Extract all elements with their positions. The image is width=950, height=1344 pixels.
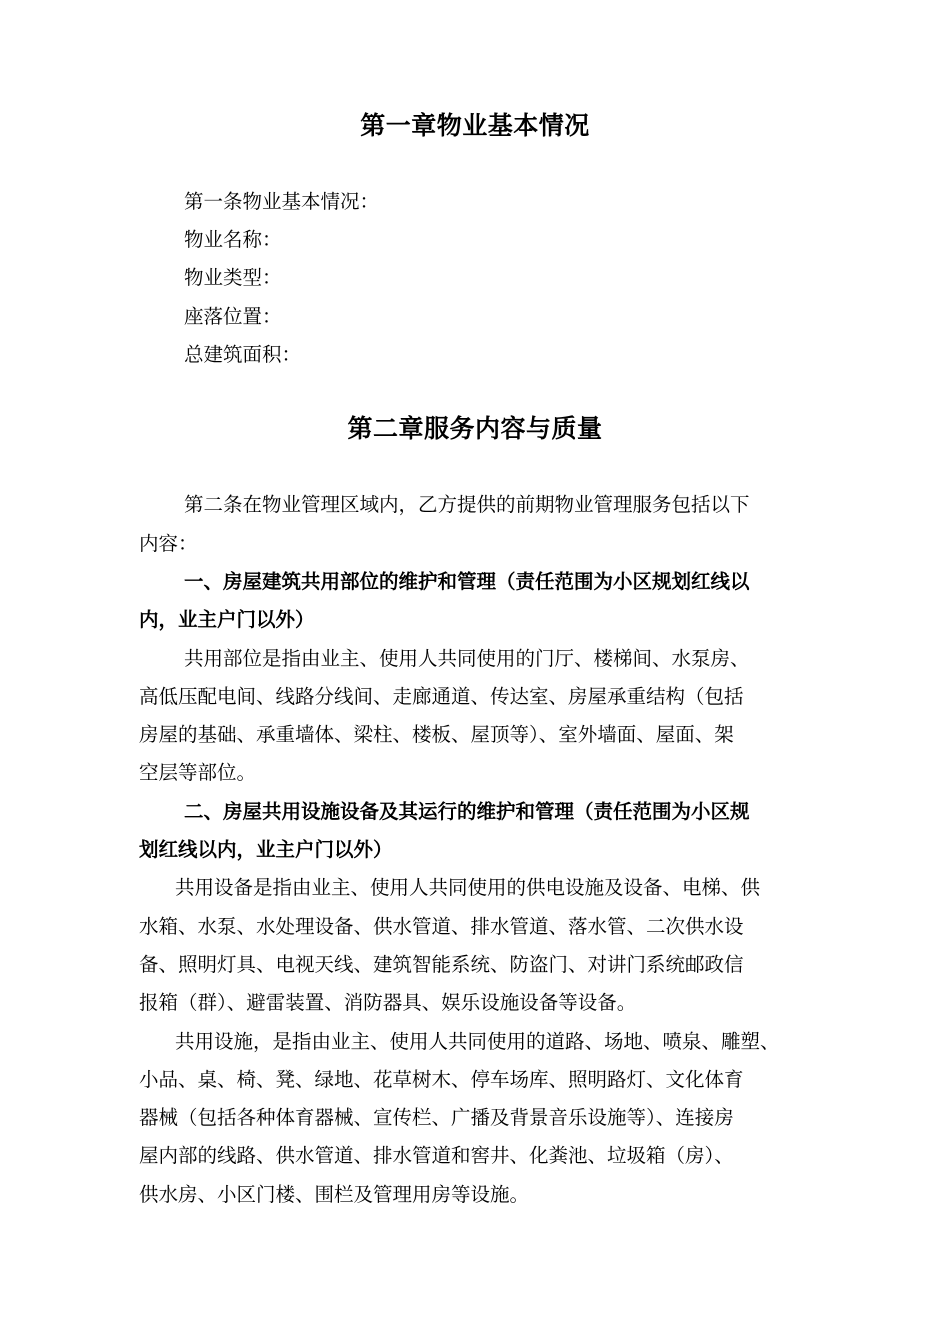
equipment-body-line: 备、照明灯具、电视天线、建筑智能系统、防盗门、对讲门系统邮政信: [139, 953, 744, 976]
article-2-line: 内容：: [139, 532, 198, 555]
section-2-heading: 二、房屋共用设施设备及其运行的维护和管理（责任范围为小区规: [184, 800, 750, 823]
chapter-1-title: 第一章物业基本情况: [360, 111, 590, 140]
section-1-heading: 一、房屋建筑共用部位的维护和管理（责任范围为小区规划红线以: [184, 570, 750, 593]
section-1-body-line: 空层等部位。: [139, 761, 257, 784]
location-line: 座落位置：: [184, 305, 282, 328]
article-1-line: 第一条物业基本情况：: [184, 190, 380, 213]
facilities-body-line: 共用设施，是指由业主、使用人共同使用的道路、场地、喷泉、雕塑、: [175, 1030, 780, 1053]
section-1-heading: 内，业主户门以外）: [139, 608, 315, 631]
equipment-body-line: 共用设备是指由业主、使用人共同使用的供电设施及设备、电梯、供: [175, 876, 761, 899]
equipment-body-line: 报箱（群）、避雷装置、消防器具、娱乐设施设备等设备。: [139, 991, 637, 1014]
section-1-body-line: 共用部位是指由业主、使用人共同使用的门厅、楼梯间、水泵房、: [184, 647, 750, 670]
chapter-2-title: 第二章服务内容与质量: [347, 414, 603, 443]
facilities-body-line: 器械（包括各种体育器械、宣传栏、广播及背景音乐设施等）、连接房: [139, 1106, 734, 1129]
section-1-body-line: 高低压配电间、线路分线间、走廊通道、传达室、房屋承重结构（包括: [139, 685, 744, 708]
facilities-body-line: 供水房、小区门楼、围栏及管理用房等设施。: [139, 1183, 530, 1206]
facilities-body-line: 小品、桌、椅、凳、绿地、花草树木、停车场库、照明路灯、文化体育: [139, 1068, 744, 1091]
section-1-body-line: 房屋的基础、承重墙体、梁柱、楼板、屋顶等）、室外墙面、屋面、架: [139, 723, 734, 746]
property-type-line: 物业类型：: [184, 266, 282, 289]
equipment-body-line: 水箱、水泵、水处理设备、供水管道、排水管道、落水管、二次供水设: [139, 915, 744, 938]
property-name-line: 物业名称：: [184, 228, 282, 251]
facilities-body-line: 屋内部的线路、供水管道、排水管道和窖井、化粪池、垃圾箱（房）、: [139, 1144, 734, 1167]
section-2-heading: 划红线以内，业主户门以外）: [139, 838, 393, 861]
article-2-line: 第二条在物业管理区域内，乙方提供的前期物业管理服务包括以下: [184, 493, 750, 516]
total-area-line: 总建筑面积：: [184, 343, 302, 366]
